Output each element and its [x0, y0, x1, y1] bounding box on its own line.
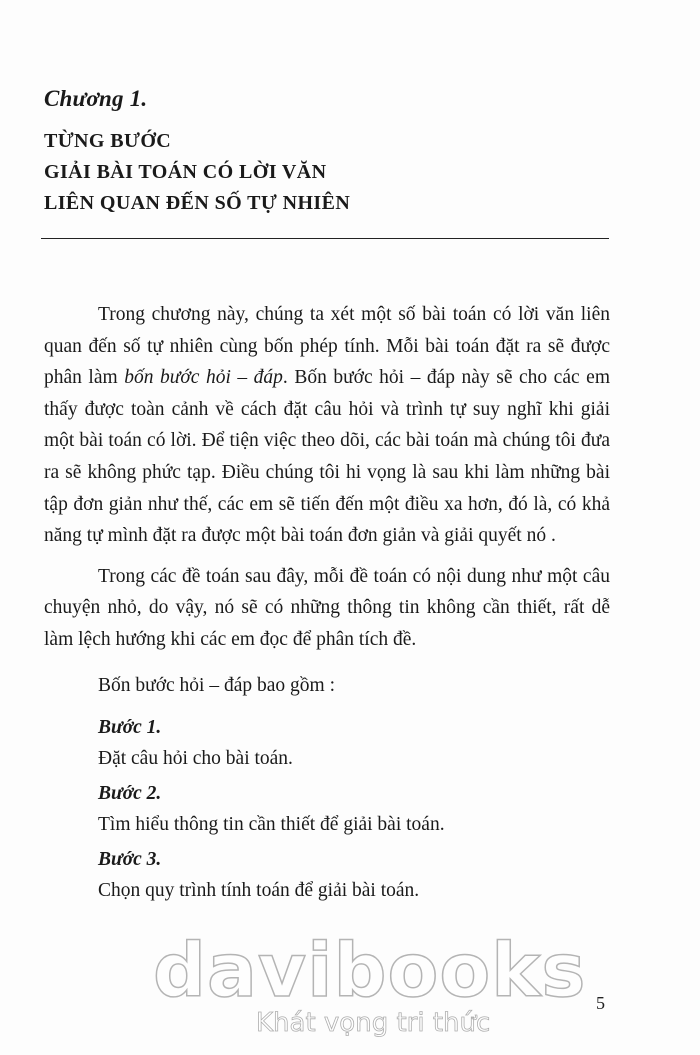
- intro-text-end: . Bốn bước hỏi – đáp này sẽ cho các em thấy được toàn cảnh về cách đặt câu hỏi và trình tự suy nghĩ khi giải một bài toán có lời. Để tiện việc theo dõi, các bài toán mà chúng tôi đưa ra sẽ không phức tạp. Điều chúng tôi hi vọng là sau khi làm những bài tập đơn giản như thế, các em sẽ tiến đến một điều xa hơn, đó là, có khả năng tự mình đặt ra được một bài toán đơn giản và giải quyết nó .: [44, 367, 610, 547]
- step-3-text: Chọn quy trình tính toán để giải bài toán.: [98, 880, 420, 902]
- intro-emphasis: bốn bước hỏi – đáp: [124, 367, 283, 389]
- intro-text-start: Trong chương này, chúng ta xét một số bài toán có lời văn liên quan đến số tự nhiên cùng bốn phép tính. Mỗi bài toán đặt ra sẽ được phân làm: [44, 304, 610, 389]
- step-3-label: Bước 3.: [98, 849, 162, 871]
- page-number: 5: [596, 993, 605, 1013]
- watermark-tagline: Khát vọng tri thức: [256, 1008, 491, 1038]
- step-1-label: Bước 1.: [98, 717, 162, 739]
- steps-list: [44, 712, 610, 906]
- chapter-body: [44, 299, 610, 910]
- steps-intro: Bốn bước hỏi – đáp bao gồm :: [98, 674, 335, 696]
- context-paragraph: Trong các đề toán sau đây, mỗi đề toán có nội dung như một câu chuyện nhỏ, do vậy, nó sẽ có những thông tin không cần thiết, rất dễ làm lệch hướng khi các em đọc để phân tích đề.: [44, 565, 610, 650]
- step-2-text: Tìm hiểu thông tin cần thiết để giải bài toán.: [98, 814, 445, 836]
- step-2-label: Bước 2.: [98, 783, 162, 805]
- chapter-title-line-3: LIÊN QUAN ĐẾN SỐ TỰ NHIÊN: [44, 192, 351, 214]
- chapter-title-line-2: GIẢI BÀI TOÁN CÓ LỜI VĂN: [44, 161, 327, 183]
- watermark-brand: davibooks: [153, 928, 587, 1014]
- chapter-title: [44, 126, 350, 219]
- title-divider: [41, 238, 609, 239]
- chapter-title-line-1: TỪNG BƯỚC: [44, 130, 172, 152]
- step-1-text: Đặt câu hỏi cho bài toán.: [98, 748, 293, 770]
- intro-paragraph: [44, 299, 610, 552]
- chapter-label: Chương 1.: [44, 86, 148, 111]
